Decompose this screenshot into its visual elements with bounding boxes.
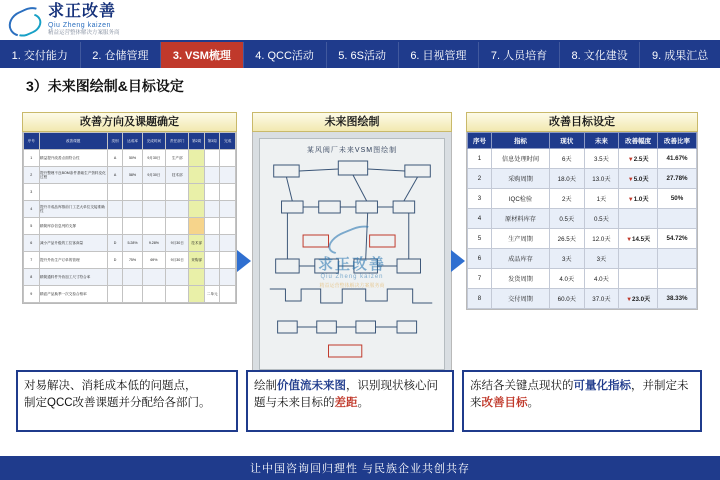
cell-dept — [166, 201, 189, 218]
cell-done — [220, 201, 236, 218]
cell-w3 — [204, 184, 220, 201]
brand-logo — [8, 4, 120, 37]
cell-kpi: 生产周期 — [492, 229, 550, 249]
arrow-right-icon-1 — [237, 250, 251, 272]
cell-ratio: 27.78% — [658, 169, 697, 189]
table-row — [24, 184, 236, 201]
caption2-part-a: 绘制 — [254, 380, 277, 392]
col-time: 完成时间 — [142, 133, 165, 150]
watermark — [318, 229, 386, 289]
cell-w2: 技术部 — [189, 235, 205, 252]
cell-now: 18.0天 — [549, 169, 584, 189]
cell-dept — [166, 184, 189, 201]
cell-future: 3天 — [584, 249, 619, 269]
cell-cat — [107, 218, 123, 235]
cell-no: 8 — [24, 269, 40, 286]
caption3-part-c: ，并制定未来 — [470, 380, 689, 410]
cell-time — [142, 201, 165, 218]
cell-task: 精简通料件外协加工尺寸符合率 — [39, 269, 107, 286]
cell-ratio: 41.67% — [658, 149, 697, 169]
down-arrow-icon: ▼ — [626, 237, 633, 243]
tab-6s[interactable]: 5. 6S活动 — [327, 42, 399, 68]
cell-task: 提升半成品库推前门工艺大单位交接准确性 — [39, 201, 107, 218]
cell-done — [220, 167, 236, 184]
cell-no: 4 — [24, 201, 40, 218]
caption2-part-e: 。 — [357, 397, 369, 410]
cell-delta: 14.5天 — [632, 236, 651, 243]
cell-kpi: 成品库存 — [492, 249, 550, 269]
cell-now: 6天 — [549, 149, 584, 169]
cell-no: 1 — [468, 149, 492, 169]
cell-now: 60.0天 — [549, 289, 584, 309]
cell-rate — [123, 184, 142, 201]
tab-warehouse[interactable]: 2. 仓储管理 — [81, 42, 162, 68]
table-header-row — [468, 133, 697, 149]
cell-future: 4.0天 — [584, 269, 619, 289]
cell-cat — [107, 201, 123, 218]
cell-no: 7 — [24, 252, 40, 269]
cell-w3: 二单元 — [204, 286, 220, 303]
cell-now: 4.0天 — [549, 269, 584, 289]
table-row — [24, 252, 236, 269]
whiteboard-photo — [259, 138, 445, 370]
improvement-topics-table — [23, 132, 236, 303]
cell-w3 — [204, 252, 220, 269]
cell-w2 — [189, 286, 205, 303]
cell-kpi: 信息处理时间 — [492, 149, 550, 169]
cell-time: 9月30日 — [142, 150, 165, 167]
cell-future: 12.0天 — [584, 229, 619, 249]
arrow-right-icon-2 — [451, 250, 465, 272]
logo-swoosh-icon — [8, 5, 42, 35]
cell-future: 0.5天 — [584, 209, 619, 229]
cell-kpi: 交付周期 — [492, 289, 550, 309]
cell-future: 1天 — [584, 189, 619, 209]
watermark-subtitle-en: Qiu Zheng kaizen — [320, 273, 384, 280]
col-kpi: 指标 — [492, 133, 550, 149]
table-row — [468, 249, 697, 269]
cell-rate: 58% — [123, 167, 142, 184]
down-arrow-icon: ▼ — [627, 197, 634, 203]
cell-future: 13.0天 — [584, 169, 619, 189]
col-cat: 类别 — [107, 133, 123, 150]
cell-cat — [107, 286, 123, 303]
caption3-highlight-blue: 可量化指标 — [573, 380, 631, 392]
cell-now: 3天 — [549, 249, 584, 269]
col-ratio: 改善比率 — [658, 133, 697, 149]
cell-dept — [166, 286, 189, 303]
down-arrow-icon: ▼ — [627, 157, 634, 163]
caption-box-1 — [16, 370, 238, 432]
logo-subtitle: 精益运营整体解决方案服务商 — [48, 30, 120, 36]
cell-time — [142, 184, 165, 201]
tab-delivery[interactable]: 1. 交付能力 — [0, 42, 81, 68]
watermark-title: 求正改善 — [317, 255, 387, 273]
cell-w3 — [204, 201, 220, 218]
cell-delta — [619, 269, 658, 289]
cell-future: 3.5天 — [584, 149, 619, 169]
cell-w3 — [204, 218, 220, 235]
col-done: 完成 — [220, 133, 236, 150]
col-no: 序号 — [24, 133, 40, 150]
cell-now: 2天 — [549, 189, 584, 209]
cell-time — [142, 286, 165, 303]
tab-qcc[interactable]: 4. QCC活动 — [244, 42, 327, 68]
cell-future: 37.0天 — [584, 289, 619, 309]
cell-done — [220, 286, 236, 303]
cell-dept: 9月30日 — [166, 252, 189, 269]
panel3-body — [466, 132, 698, 310]
cell-w3 — [204, 269, 220, 286]
cell-kpi: IQC检验 — [492, 189, 550, 209]
cell-time — [142, 218, 165, 235]
cell-no: 3 — [468, 189, 492, 209]
page-title: 3）未来图绘制&目标设定 — [26, 78, 184, 94]
cell-cat — [107, 269, 123, 286]
col-w3: 第3周 — [204, 133, 220, 150]
cell-ratio — [658, 209, 697, 229]
table-row — [24, 201, 236, 218]
cell-now: 26.5天 — [549, 229, 584, 249]
cell-w2 — [189, 269, 205, 286]
caption2-highlight-blue: 价值流未来图 — [277, 380, 346, 392]
page-footer — [0, 456, 720, 480]
cell-w3 — [204, 235, 220, 252]
caption1-line1: 对易解决、消耗成本低的问题点， — [24, 380, 197, 392]
tab-summary[interactable]: 9. 成果汇总 — [652, 50, 709, 62]
cell-kpi: 发货周期 — [492, 269, 550, 289]
cell-rate: 5.28% — [123, 235, 142, 252]
table-row — [468, 229, 697, 249]
cell-rate — [123, 286, 142, 303]
cell-delta — [619, 209, 658, 229]
logo-title-cn: 求正改善 — [48, 3, 117, 20]
cell-now: 0.5天 — [549, 209, 584, 229]
logo-title-en: Qiu Zheng kaizen — [48, 22, 111, 29]
cell-task: 提升外协生产订单的管理 — [39, 252, 107, 269]
table-row — [24, 286, 236, 303]
cell-w2 — [189, 201, 205, 218]
cell-delta: 2.5天 — [633, 156, 649, 163]
cell-delta: 1.0天 — [633, 196, 649, 203]
col-rate: 达成率 — [123, 133, 142, 150]
cell-ratio — [658, 249, 697, 269]
cell-w3 — [204, 167, 220, 184]
tab-training[interactable]: 7. 人员培育 — [479, 42, 560, 68]
cell-w3 — [204, 150, 220, 167]
caption2-part-c: ，识别现状核心问题与未来目标的 — [254, 380, 438, 410]
cell-no: 6 — [468, 249, 492, 269]
panel1-title: 改善方向及课题确定 — [22, 112, 237, 132]
cell-no: 6 — [24, 235, 40, 252]
cell-task — [39, 184, 107, 201]
cell-no: 1 — [24, 150, 40, 167]
col-now: 现状 — [549, 133, 584, 149]
cell-no: 9 — [24, 286, 40, 303]
cell-no: 3 — [24, 184, 40, 201]
cell-done — [220, 218, 236, 235]
cell-cat — [107, 184, 123, 201]
table-row — [468, 169, 697, 189]
table-header-row — [24, 133, 236, 150]
cell-delta: 5.0天 — [633, 176, 649, 183]
cell-no: 2 — [468, 169, 492, 189]
cell-rate: 50% — [123, 150, 142, 167]
col-no: 序号 — [468, 133, 492, 149]
panel-future-map — [252, 112, 452, 377]
caption-box-2 — [246, 370, 454, 432]
cell-cat: A — [107, 167, 123, 184]
section-tabbar — [0, 42, 720, 68]
cell-task: 减小产品升级的工位客商量 — [39, 235, 107, 252]
col-w2: 第2周 — [189, 133, 205, 150]
cell-ratio — [658, 269, 697, 289]
cell-done — [220, 269, 236, 286]
table-row — [24, 150, 236, 167]
cell-kpi: 采购周期 — [492, 169, 550, 189]
cell-time — [142, 269, 165, 286]
cell-dept: 9月30日 — [166, 235, 189, 252]
panel-improvement-targets — [466, 112, 698, 310]
caption2-highlight-red: 差距 — [334, 397, 358, 410]
cell-dept: 技术部 — [166, 167, 189, 184]
cell-done — [220, 150, 236, 167]
cell-done — [220, 252, 236, 269]
cell-task: 精益提升改善点面符合性 — [39, 150, 107, 167]
down-arrow-icon: ▼ — [626, 297, 633, 303]
col-dept: 责任部门 — [166, 133, 189, 150]
footer-slogan: 让中国咨询回归理性 与民族企业共创共存 — [249, 463, 471, 475]
table-row — [24, 167, 236, 184]
cell-no: 2 — [24, 167, 40, 184]
cell-rate: 75% — [123, 252, 142, 269]
table-row — [468, 289, 697, 309]
cell-no: 5 — [468, 229, 492, 249]
cell-rate — [123, 218, 142, 235]
cell-task: 精简库存信息列的支撑 — [39, 218, 107, 235]
cell-done — [220, 235, 236, 252]
page-header — [0, 0, 720, 42]
cell-no: 4 — [468, 209, 492, 229]
panel3-title: 改善目标设定 — [466, 112, 698, 132]
table-row — [24, 269, 236, 286]
cell-time: 9月30日 — [142, 167, 165, 184]
cell-dept: 生产部 — [166, 150, 189, 167]
cell-rate — [123, 201, 142, 218]
table-row — [468, 209, 697, 229]
col-future: 未来 — [584, 133, 619, 149]
caption-box-3 — [462, 370, 702, 432]
caption3-highlight-red: 改善目标 — [481, 397, 528, 410]
cell-no: 5 — [24, 218, 40, 235]
down-arrow-icon: ▼ — [627, 177, 634, 183]
col-delta: 改善幅度 — [619, 133, 658, 149]
cell-ratio: 54.72% — [658, 229, 697, 249]
cell-cat: A — [107, 150, 123, 167]
tab-visual[interactable]: 6. 目视管理 — [399, 42, 480, 68]
table-row — [468, 189, 697, 209]
panel-improvement-directions — [22, 112, 237, 304]
whiteboard-title: 某风阀厂未来VSM图绘制 — [306, 147, 398, 154]
cell-time: 9.28% — [142, 235, 165, 252]
cell-w2 — [189, 150, 205, 167]
cell-delta — [619, 249, 658, 269]
watermark-tagline: 精益运营整体解决方案服务商 — [319, 282, 385, 289]
cell-dept — [166, 269, 189, 286]
panel2-body — [252, 132, 452, 377]
cell-ratio: 38.33% — [658, 289, 697, 309]
cell-rate — [123, 269, 142, 286]
col-task: 改善课题 — [39, 133, 107, 150]
cell-done — [220, 184, 236, 201]
caption3-part-a: 冻结各关键点现状的 — [470, 380, 574, 392]
cell-cat: D — [107, 252, 123, 269]
panel2-title: 未来图绘制 — [252, 112, 452, 132]
cell-dept — [166, 218, 189, 235]
tab-culture[interactable]: 8. 文化建设 — [560, 42, 641, 68]
cell-w2: 采购部 — [189, 252, 205, 269]
cell-time: 69% — [142, 252, 165, 269]
cell-ratio: 50% — [658, 189, 697, 209]
table-row — [24, 218, 236, 235]
caption1-line2: 制定QCC改善课题并分配给各部门。 — [24, 397, 211, 410]
cell-w2 — [189, 167, 205, 184]
panel1-body — [22, 132, 237, 304]
tab-vsm[interactable]: 3. VSM梳理 — [161, 42, 243, 68]
table-row — [468, 149, 697, 169]
targets-table — [467, 132, 697, 309]
cell-no: 8 — [468, 289, 492, 309]
cell-kpi: 原材料库存 — [492, 209, 550, 229]
cell-w2 — [189, 184, 205, 201]
table-row — [24, 235, 236, 252]
caption3-part-e: 。 — [527, 397, 539, 410]
table-row — [468, 269, 697, 289]
cell-w2 — [189, 218, 205, 235]
cell-delta: 23.0天 — [632, 296, 651, 303]
cell-cat: D — [107, 235, 123, 252]
cell-no: 7 — [468, 269, 492, 289]
cell-task: 提升整理不良BOM条件基础生产资料变化过程 — [39, 167, 107, 184]
cell-task: 精滤产品换季一次交检合格率 — [39, 286, 107, 303]
